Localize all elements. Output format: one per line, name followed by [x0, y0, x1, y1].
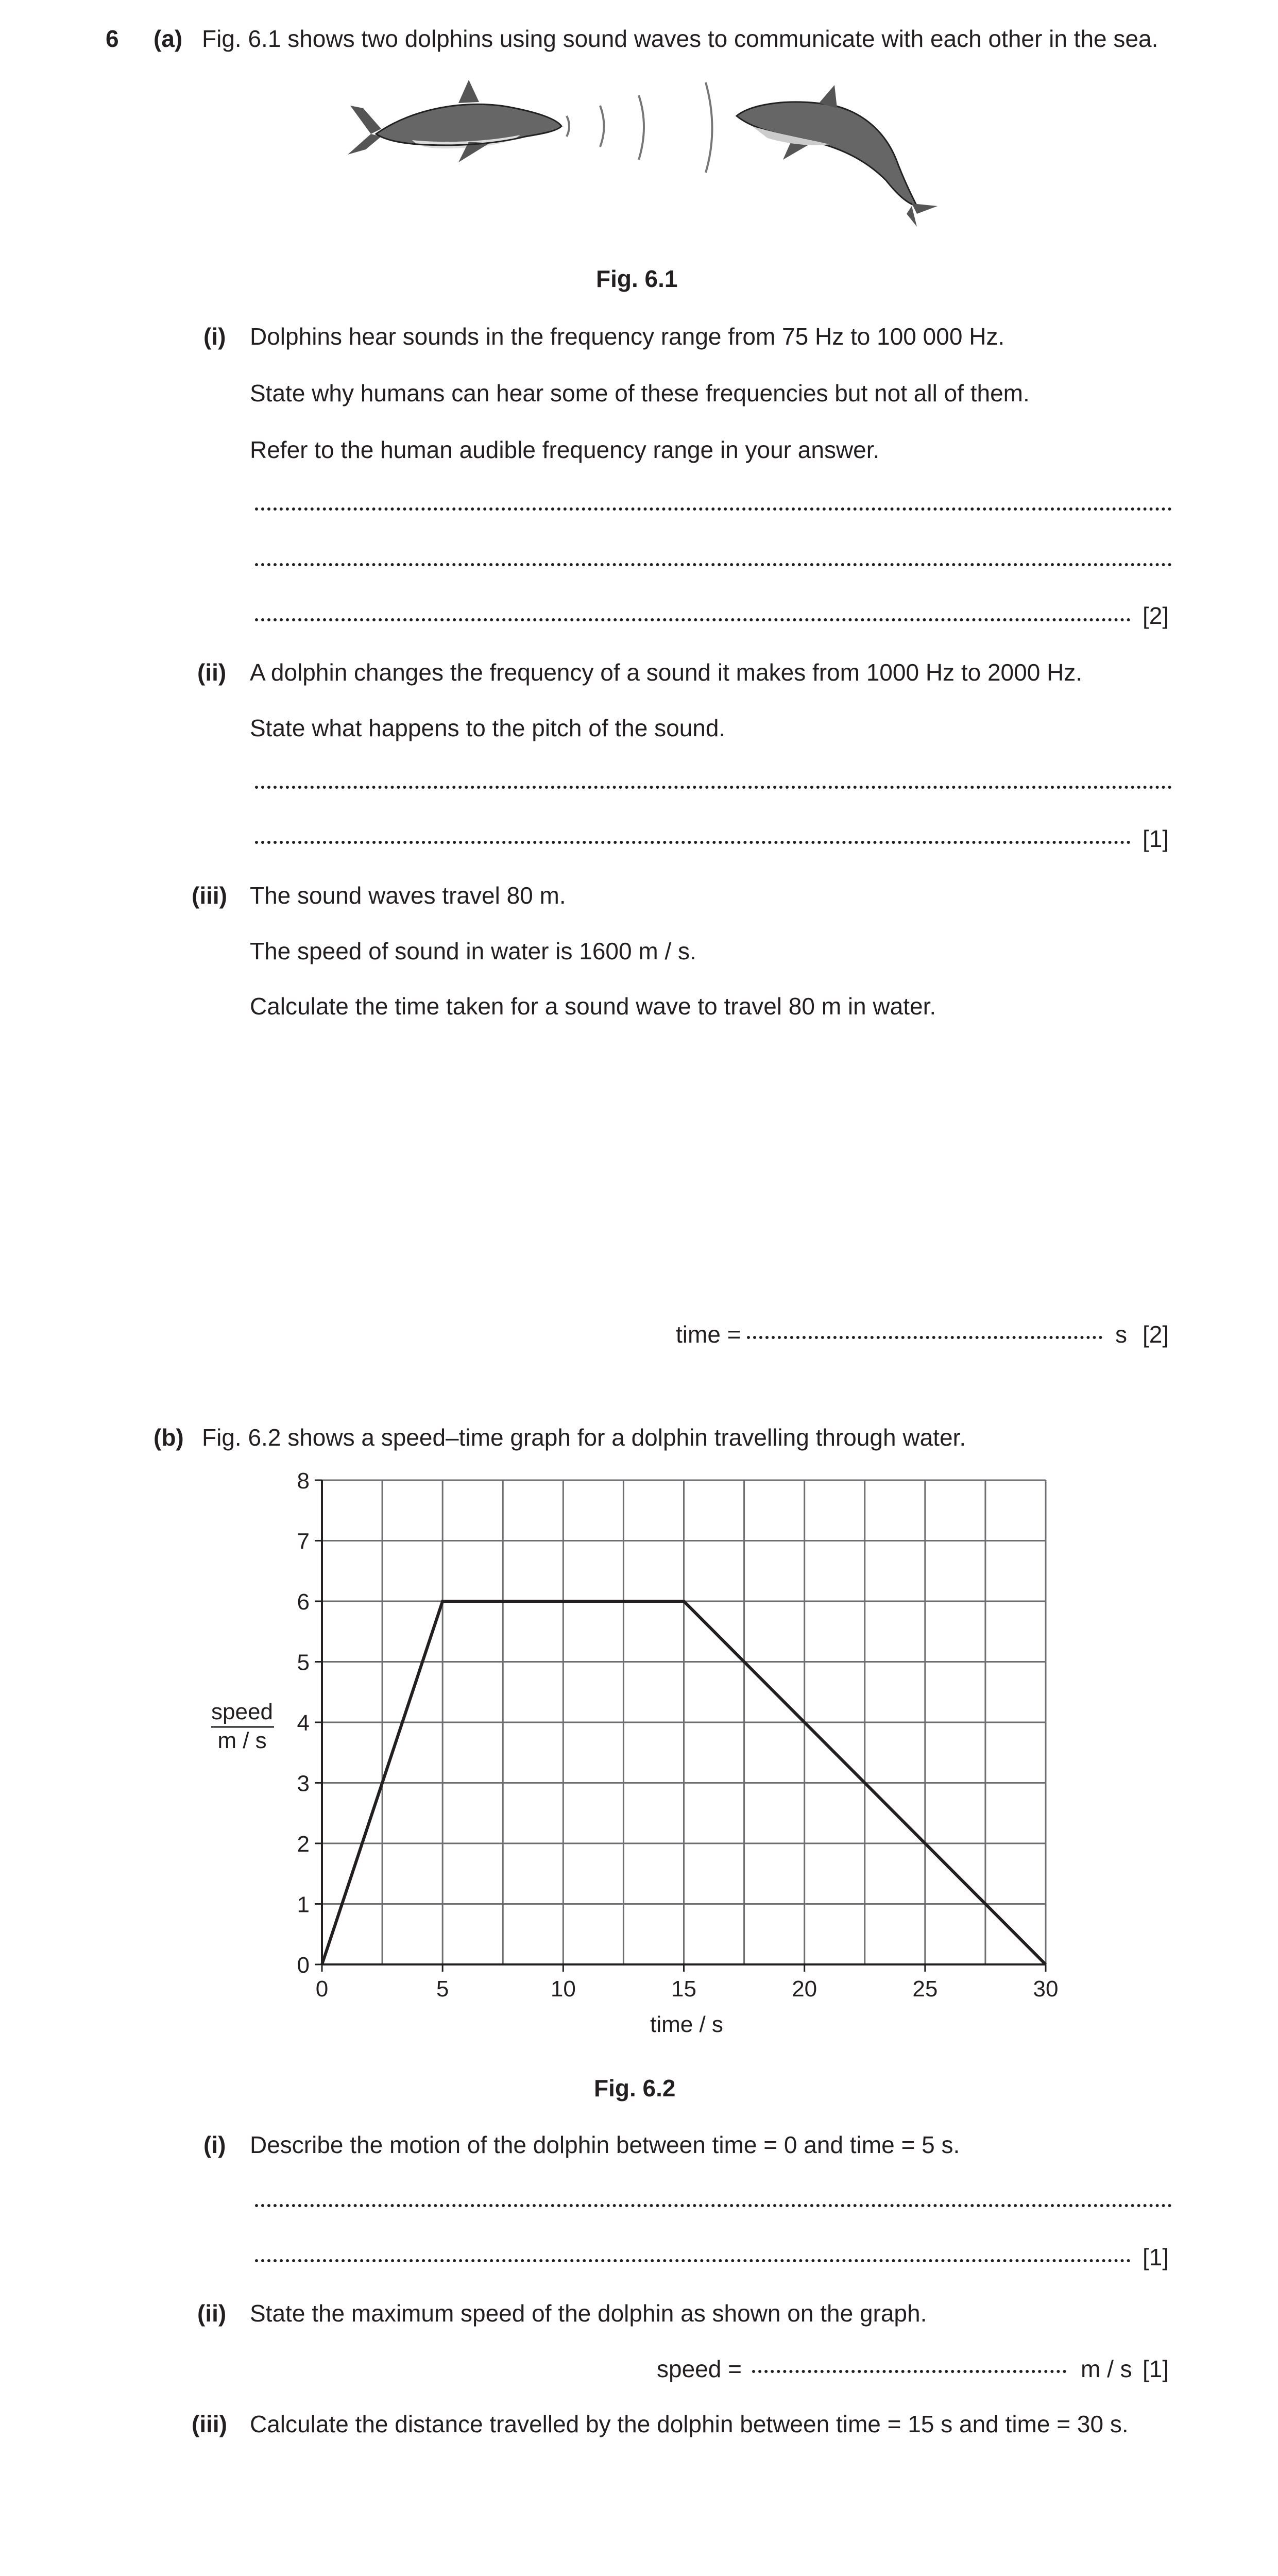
answer-line[interactable] [255, 507, 1172, 511]
mark-allocation: [1] [1143, 825, 1169, 852]
speed-answer-field[interactable] [752, 2370, 1066, 2373]
answer-line[interactable] [255, 618, 1131, 621]
y-tick-label: 0 [297, 1953, 310, 1978]
part-a-label: (a) [154, 25, 183, 52]
part-b-ii-text: State the maximum speed of the dolphin as shown on the graph. [250, 2300, 927, 2327]
y-tick-label: 3 [297, 1771, 310, 1797]
dolphins-illustration [340, 77, 938, 232]
x-tick-label: 15 [671, 1976, 696, 2002]
y-tick-label: 5 [297, 1650, 310, 1675]
part-b-intro: Fig. 6.2 shows a speed–time graph for a dolphin travelling through water. [202, 1424, 966, 1451]
right-dolphin-icon [737, 85, 938, 227]
y-tick-label: 8 [297, 1468, 310, 1494]
fig-6-2-caption: Fig. 6.2 [594, 2075, 676, 2102]
sound-wave-2 [600, 106, 604, 147]
speed-answer-label: speed = [657, 2355, 742, 2382]
part-a-i-line-3: Refer to the human audible frequency range in your answer. [250, 436, 880, 463]
sound-wave-3 [639, 95, 644, 160]
part-a-i-label: (i) [203, 323, 226, 350]
part-a-iii-label: (iii) [192, 882, 227, 909]
x-tick-label: 20 [792, 1976, 817, 2002]
part-b-i-text: Describe the motion of the dolphin between time = 0 and time = 5 s. [250, 2131, 960, 2158]
answer-line[interactable] [255, 2259, 1131, 2262]
answer-line[interactable] [255, 563, 1172, 566]
mark-allocation: [2] [1143, 602, 1169, 629]
answer-line[interactable] [255, 786, 1172, 789]
part-a-ii-line-2: State what happens to the pitch of the sound. [250, 715, 726, 741]
time-unit: s [1115, 1321, 1127, 1348]
y-tick-label: 7 [297, 1529, 310, 1554]
x-tick-label: 10 [550, 1976, 576, 2002]
part-b-label: (b) [154, 1424, 184, 1451]
mark-allocation: [2] [1143, 1321, 1169, 1348]
x-axis-label: time / s [650, 2012, 723, 2037]
speed-unit: m / s [1081, 2355, 1132, 2382]
y-axis-label-unit: m / s [217, 1728, 267, 1753]
x-tick-label: 0 [315, 1976, 329, 2002]
part-b-iii-label: (iii) [192, 2411, 227, 2437]
y-tick-label: 1 [297, 1892, 310, 1918]
part-b-ii-label: (ii) [197, 2300, 227, 2327]
sound-wave-1 [567, 116, 569, 137]
mark-allocation: [1] [1143, 2244, 1169, 2270]
speed-time-graph [196, 1463, 1092, 2061]
sound-wave-4 [706, 82, 712, 173]
y-tick-label: 4 [297, 1710, 310, 1736]
part-a-ii-line-1: A dolphin changes the frequency of a sound it makes from 1000 Hz to 2000 Hz. [250, 659, 1083, 686]
part-b-iii-text: Calculate the distance travelled by the dolphin between time = 15 s and time = 30 s. [250, 2411, 1129, 2437]
y-tick-label: 2 [297, 1832, 310, 1857]
time-answer-field[interactable] [747, 1336, 1102, 1339]
x-tick-label: 30 [1033, 1976, 1059, 2002]
y-tick-label: 6 [297, 1589, 310, 1615]
answer-line[interactable] [255, 2204, 1172, 2207]
x-tick-label: 5 [436, 1976, 449, 2002]
part-a-intro: Fig. 6.1 shows two dolphins using sound waves to communicate with each other in the sea. [202, 25, 1158, 52]
part-b-i-label: (i) [203, 2131, 226, 2158]
mark-allocation: [1] [1143, 2355, 1169, 2382]
time-answer-label: time = [676, 1321, 741, 1348]
x-tick-label: 25 [912, 1976, 938, 2002]
part-a-iii-line-2: The speed of sound in water is 1600 m / s. [250, 938, 696, 964]
question-number: 6 [106, 25, 119, 52]
answer-line[interactable] [255, 841, 1131, 844]
fig-6-1-caption: Fig. 6.1 [596, 265, 678, 292]
part-a-i-line-2: State why humans can hear some of these frequencies but not all of them. [250, 380, 1030, 406]
y-axis-label-top: speed [211, 1699, 273, 1724]
part-a-iii-line-1: The sound waves travel 80 m. [250, 882, 566, 909]
part-a-ii-label: (ii) [197, 659, 227, 686]
part-a-iii-line-3: Calculate the time taken for a sound wave to travel 80 m in water. [250, 993, 936, 1020]
left-dolphin-icon [348, 80, 561, 162]
part-a-i-line-1: Dolphins hear sounds in the frequency range from 75 Hz to 100 000 Hz. [250, 323, 1005, 350]
